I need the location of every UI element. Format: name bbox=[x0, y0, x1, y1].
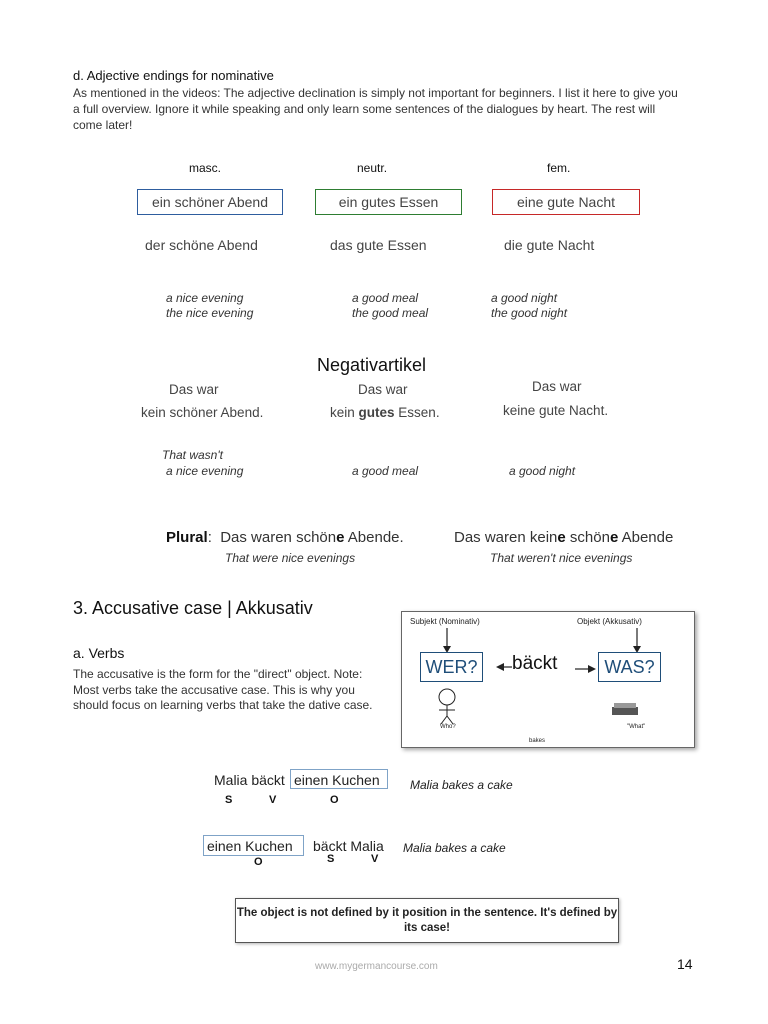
footer-url[interactable]: www.mygermancourse.com bbox=[315, 961, 438, 972]
plural-eng-1: That were nice evenings bbox=[225, 551, 356, 565]
definite-masc: der schöne Abend bbox=[145, 237, 258, 253]
verbs-title: a. Verbs bbox=[73, 645, 125, 661]
example2-object: einen Kuchen bbox=[207, 838, 293, 854]
neg-eng-masc: a nice evening bbox=[166, 464, 244, 478]
example1-translation: Malia bakes a cake bbox=[410, 778, 513, 792]
neg-masc: kein schöner Abend. bbox=[141, 405, 264, 420]
example2-label-s: S bbox=[327, 853, 335, 865]
definite-neutr: das gute Essen bbox=[330, 237, 427, 253]
section-3-title: 3. Accusative case | Akkusativ bbox=[73, 598, 313, 618]
gender-fem-label: fem. bbox=[547, 161, 571, 175]
plural-s2-post: Abende bbox=[618, 529, 674, 546]
plural-s2-mid: schön bbox=[565, 529, 610, 546]
example1-label-o: O bbox=[330, 794, 339, 806]
neg-neutr-bold: gutes bbox=[358, 405, 395, 420]
plural-s2-bold1: e bbox=[557, 529, 566, 546]
example1-subject-verb: Malia bäckt bbox=[214, 772, 285, 788]
translation-fem: a good night the good night bbox=[491, 291, 568, 320]
plural-s2-bold2: e bbox=[609, 529, 619, 546]
neg-neutr bbox=[330, 405, 440, 420]
plural-s2-pre: Das waren kein bbox=[454, 529, 558, 546]
plural-s1-bold: e bbox=[336, 529, 345, 546]
what-label: "What" bbox=[627, 724, 646, 730]
verbs-text: The accusative is the form for the "direct" object. Note: Most verbs take the accusative case. This is why you should focus on learning verbs that take the dative case. bbox=[73, 667, 373, 712]
example2-label-v: V bbox=[371, 853, 379, 865]
diagram-verb: bäckt bbox=[512, 653, 558, 674]
example1-label-v: V bbox=[269, 794, 277, 806]
who-label: Who? bbox=[440, 724, 456, 730]
gender-neutr-label: neutr. bbox=[357, 161, 388, 175]
plural-label: Plural bbox=[166, 529, 208, 546]
neg-neutr-post: Essen. bbox=[394, 405, 440, 420]
note-box: The object is not defined by it position in the sentence. It's defined by its case! bbox=[235, 898, 619, 943]
translation-neutr: a good meal the good meal bbox=[352, 291, 429, 320]
plural-sentence-2 bbox=[454, 529, 673, 546]
plural-s1-post: Abende. bbox=[344, 529, 404, 546]
wer-box: WER? bbox=[420, 652, 483, 682]
section-d-title: d. Adjective endings for nominative bbox=[73, 68, 274, 83]
neg-neutr-pre: kein bbox=[330, 405, 359, 420]
indefinite-neutr-box: ein gutes Essen bbox=[315, 189, 462, 215]
section-d-intro: As mentioned in the videos: The adjective declination is simply not important for beginners. I list it here to give you a full overview. Ignore it while speaking and only learn some sentences of the dialogues by heart. The rest will come later! bbox=[73, 86, 678, 132]
plural-sentence-1 bbox=[166, 529, 404, 546]
definite-fem: die gute Nacht bbox=[504, 237, 595, 253]
object-label: Objekt (Akkusativ) bbox=[577, 617, 642, 626]
neg-eng-neutr: a good meal bbox=[352, 464, 419, 478]
indefinite-fem-box: eine gute Nacht bbox=[492, 189, 640, 215]
example2-label-o: O bbox=[254, 856, 263, 868]
negativartikel-title: Negativartikel bbox=[317, 355, 427, 375]
page-number: 14 bbox=[677, 956, 693, 972]
neg-eng-that: That wasn't bbox=[162, 448, 223, 462]
subject-label: Subjekt (Nominativ) bbox=[410, 617, 480, 626]
neg-das-war-fem: Das war bbox=[532, 379, 582, 394]
bakes-label: bakes bbox=[529, 738, 546, 744]
plural-s1-pre: Das waren schön bbox=[220, 529, 337, 546]
example1-label-s: S bbox=[225, 794, 233, 806]
gender-masc-label: masc. bbox=[189, 161, 222, 175]
plural-colon: : bbox=[207, 529, 212, 546]
neg-eng-fem: a good night bbox=[509, 464, 576, 478]
neg-fem: keine gute Nacht. bbox=[503, 403, 609, 418]
example2-verb-subject: bäckt Malia bbox=[313, 838, 384, 854]
was-box: WAS? bbox=[598, 652, 661, 682]
plural-eng-2: That weren't nice evenings bbox=[490, 551, 633, 565]
neg-das-war-masc: Das war bbox=[169, 382, 219, 397]
indefinite-masc-box: ein schöner Abend bbox=[137, 189, 283, 215]
case-diagram bbox=[401, 611, 695, 748]
translation-masc: a nice evening the nice evening bbox=[166, 291, 254, 320]
example2-translation: Malia bakes a cake bbox=[403, 841, 506, 855]
example1-object: einen Kuchen bbox=[294, 772, 380, 788]
neg-das-war-neutr: Das war bbox=[358, 382, 408, 397]
